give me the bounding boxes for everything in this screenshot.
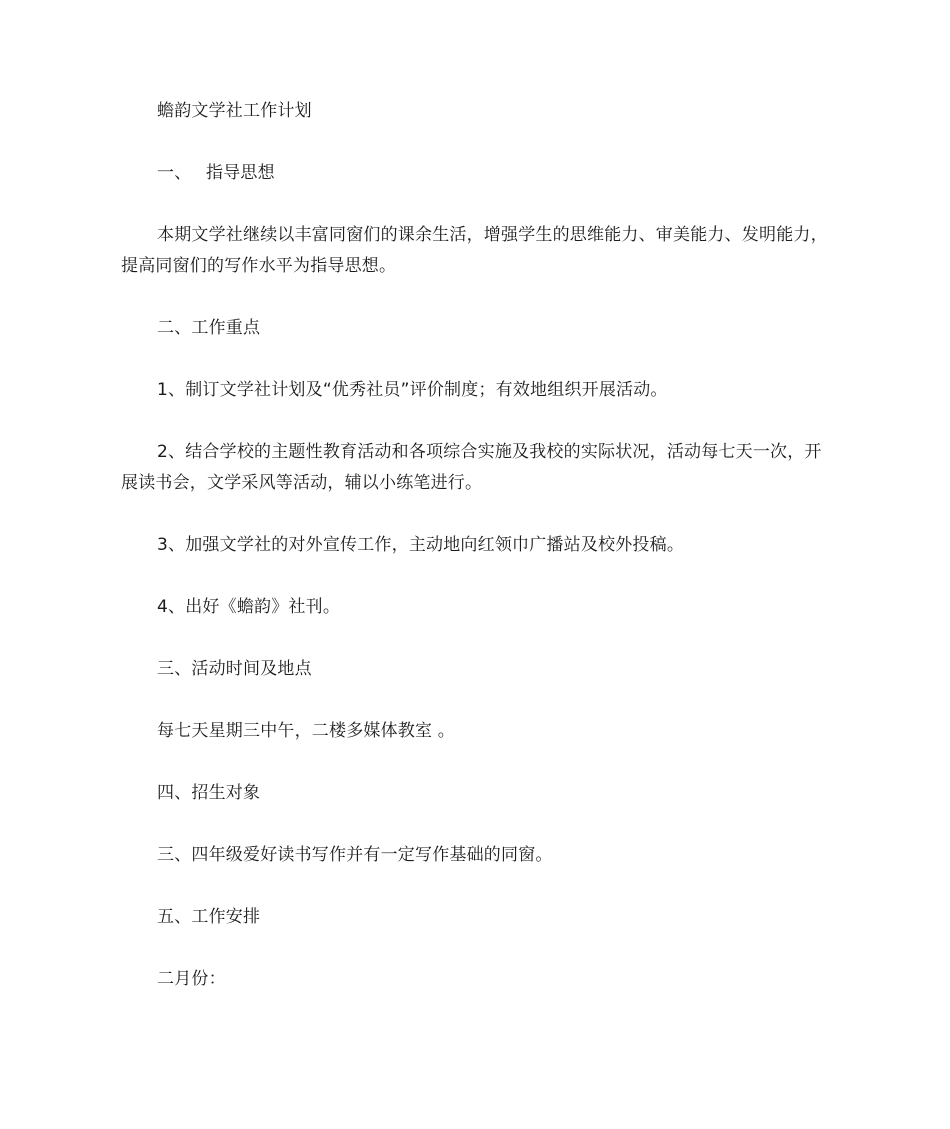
- section-heading-recruitment: 四、招生对象: [157, 783, 261, 803]
- paragraph-recruitment: 三、四年级爱好读书写作并有一定写作基础的同窗。: [157, 845, 553, 865]
- list-item-focus-1: 1、制订文学社计划及“优秀社员”评价制度；有效地组织开展活动。: [157, 380, 668, 400]
- section-heading-time-place: 三、活动时间及地点: [157, 659, 312, 679]
- schedule-month-february: 二月份：: [157, 969, 226, 989]
- paragraph-time-place: 每七天星期三中午，二楼多媒体教室 。: [157, 721, 456, 741]
- section-heading-schedule: 五、工作安排: [157, 907, 261, 927]
- list-item-focus-4: 4、出好《蟾韵》社刊。: [157, 597, 341, 617]
- section-title: 指导思想: [206, 163, 275, 183]
- section-number: 一、: [157, 163, 192, 183]
- section-heading-work-focus: 二、工作重点: [157, 318, 261, 338]
- document-title: 蟾韵文学社工作计划: [157, 101, 312, 121]
- list-item-focus-2: 2、结合学校的主题性教育活动和各项综合实施及我校的实际状况，活动每七天一次，开展读书会，文学采风等活动，辅以小练笔进行。: [121, 442, 822, 493]
- paragraph-guiding-ideology: 本期文学社继续以丰富同窗们的课余生活，增强学生的思维能力、审美能力、发明能力，提高同窗们的写作水平为指导思想。: [121, 225, 828, 276]
- section-heading-guiding-ideology: [121, 158, 830, 189]
- list-item-focus-3: 3、加强文学社的对外宣传工作，主动地向红领巾广播站及校外投稿。: [157, 535, 685, 555]
